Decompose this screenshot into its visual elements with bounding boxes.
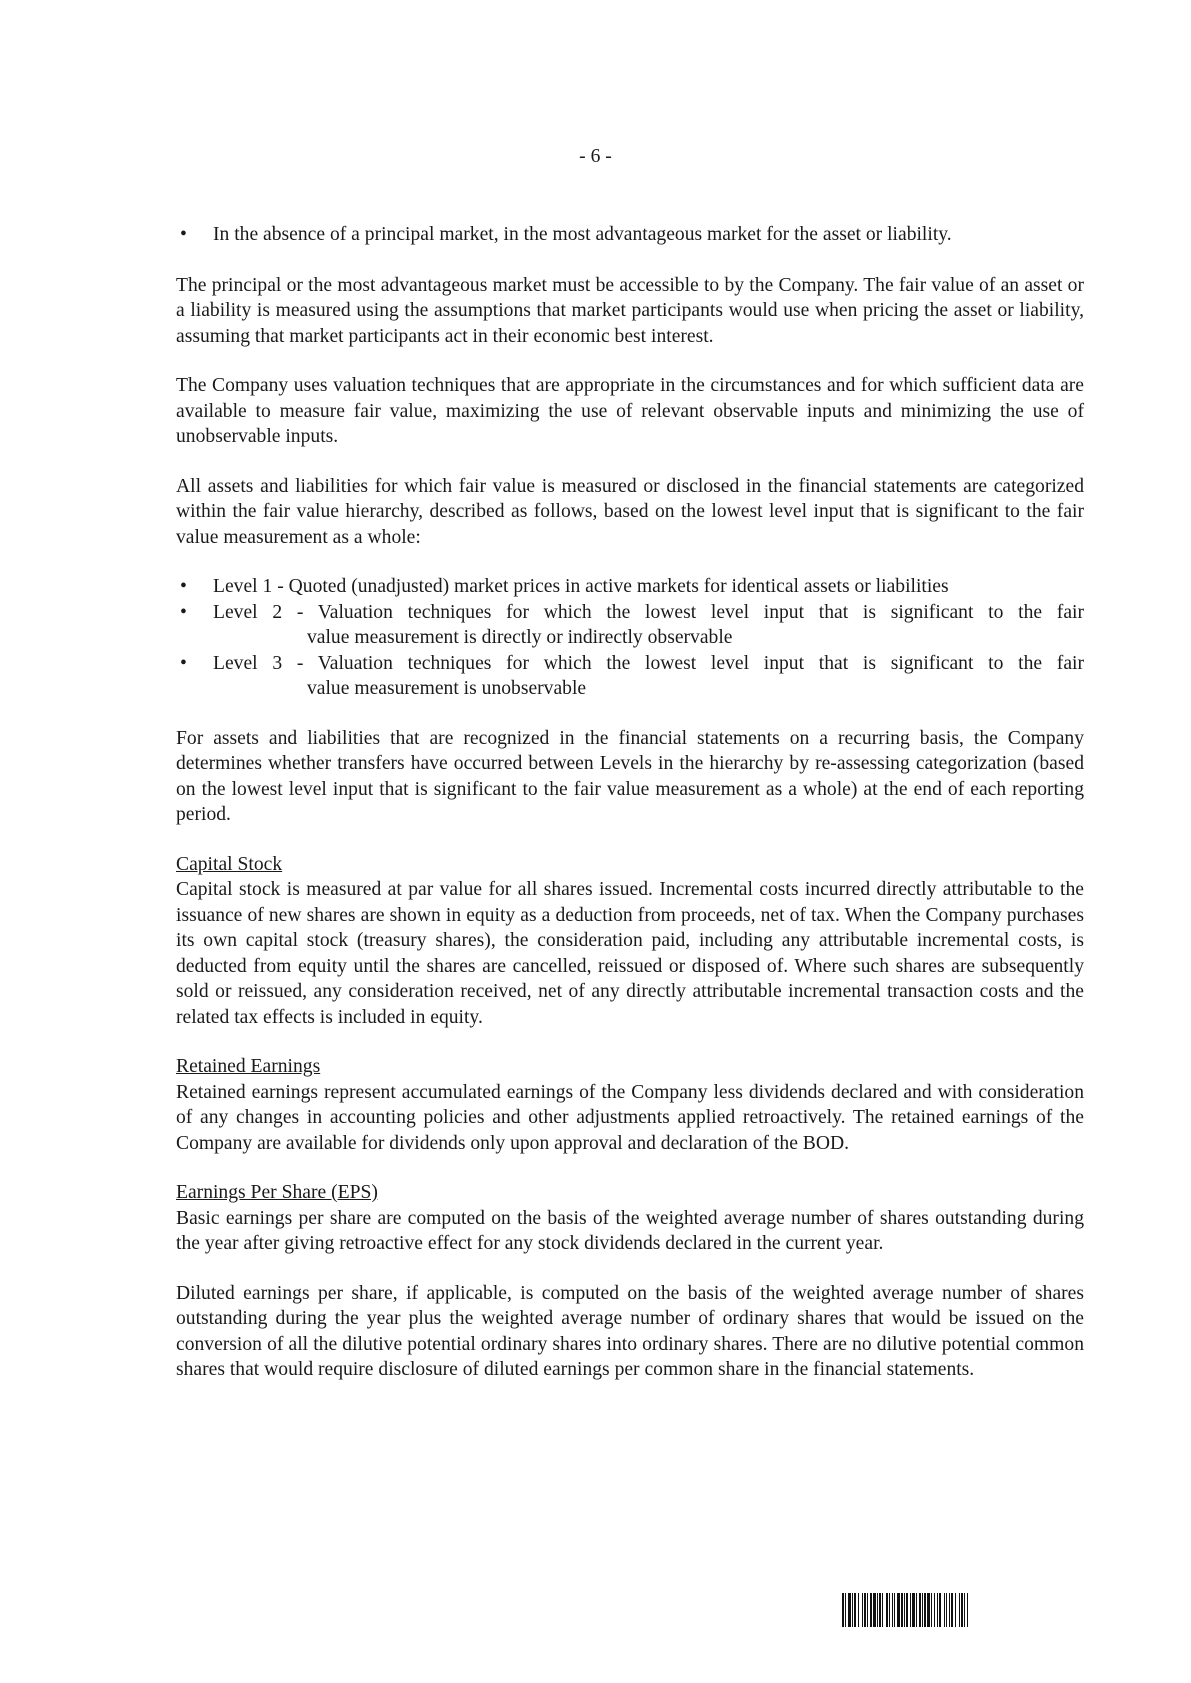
eps-heading: Earnings Per Share (EPS) <box>176 1182 378 1203</box>
paragraph-recurring-transfers: For assets and liabilities that are recognized in the financial statements on a recurring basis, the Company determines whether transfers have occurred between Levels in the hierarchy by re-assessing categorization (based on the lowest level input that is significant to the fair value measurement as a whole) at the end of each reporting period. <box>176 727 1084 825</box>
level-1-item <box>176 574 1084 600</box>
bullet-icon: • <box>180 576 187 597</box>
capital-stock-body: Capital stock is measured at par value for all shares issued. Incremental costs incurred directly attributable to the issuance of new shares are shown in equity as a deduction from proceeds, net of tax. When the Company purchases its own capital stock (treasury shares), the consideration paid, including any attributable incremental costs, is deducted from equity until the shares are cancelled, reissued or disposed of. Where such shares are subsequently sold or reissued, any consideration received, net of any directly attributable incremental transaction costs and the related tax effects is included in equity. <box>176 879 1084 1028</box>
level-3-item <box>176 651 1084 702</box>
level-3-continuation: value measurement is unobservable <box>307 678 587 699</box>
eps-diluted-body: Diluted earnings per share, if applicable, is computed on the basis of the weighted average number of shares outstanding during the year plus the weighted average number of ordinary shares that would be issued on the conversion of all the dilutive potential ordinary shares into ordinary shares. There are no dilutive potential common shares that would require disclosure of diluted earnings per common share in the financial statements. <box>176 1282 1084 1380</box>
intro-bullet-item <box>176 222 1084 248</box>
page-number: - 6 - <box>579 146 612 167</box>
level-3-text: Level 3 - Valuation techniques for which the lowest level input that is significant to the fair <box>213 652 1084 674</box>
paragraph-valuation-techniques: The Company uses valuation techniques that are appropriate in the circumstances and for which sufficient data are available to measure fair value, maximizing the use of relevant observable inputs and minimizing the use of unobservable inputs. <box>176 375 1084 447</box>
paragraph-principal-market: The principal or the most advantageous market must be accessible to by the Company. The fair value of an asset or a liability is measured using the assumptions that market participants would use when pricing the asset or liability, assuming that market participants act in their economic best interest. <box>176 274 1084 347</box>
bullet-icon: • <box>180 601 187 623</box>
eps-basic-body: Basic earnings per share are computed on the basis of the weighted average number of shares outstanding during the year after giving retroactive effect for any stock dividends declared in the current year. <box>176 1207 1084 1254</box>
level-2-continuation: value measurement is directly or indirectly observable <box>307 627 733 648</box>
intro-bullet-text: In the absence of a principal market, in the most advantageous market for the asset or liability. <box>213 224 952 245</box>
level-2-text: Level 2 - Valuation techniques for which the lowest level input that is significant to the fair <box>213 601 1084 623</box>
barcode-icon <box>842 1593 1082 1627</box>
level-1-text: Level 1 - Quoted (unadjusted) market prices in active markets for identical assets or liabilities <box>213 576 949 597</box>
barcode-stripe <box>968 1593 970 1627</box>
capital-stock-heading: Capital Stock <box>176 853 283 875</box>
bullet-icon: • <box>180 224 187 245</box>
retained-earnings-heading: Retained Earnings <box>176 1056 321 1077</box>
level-2-item <box>176 600 1084 651</box>
document-body <box>176 222 1084 1383</box>
paragraph-fair-value-hierarchy: All assets and liabilities for which fair value is measured or disclosed in the financial statements are categorized within the fair value hierarchy, described as follows, based on the lowest level input that is significant to the fair value measurement as a whole: <box>176 475 1084 548</box>
retained-earnings-body: Retained earnings represent accumulated earnings of the Company less dividends declared and with consideration of any changes in accounting policies and other adjustments applied retroactively. The retained earnings of the Company are available for dividends only upon approval and declaration of the BOD. <box>176 1081 1084 1154</box>
bullet-icon: • <box>180 652 187 674</box>
